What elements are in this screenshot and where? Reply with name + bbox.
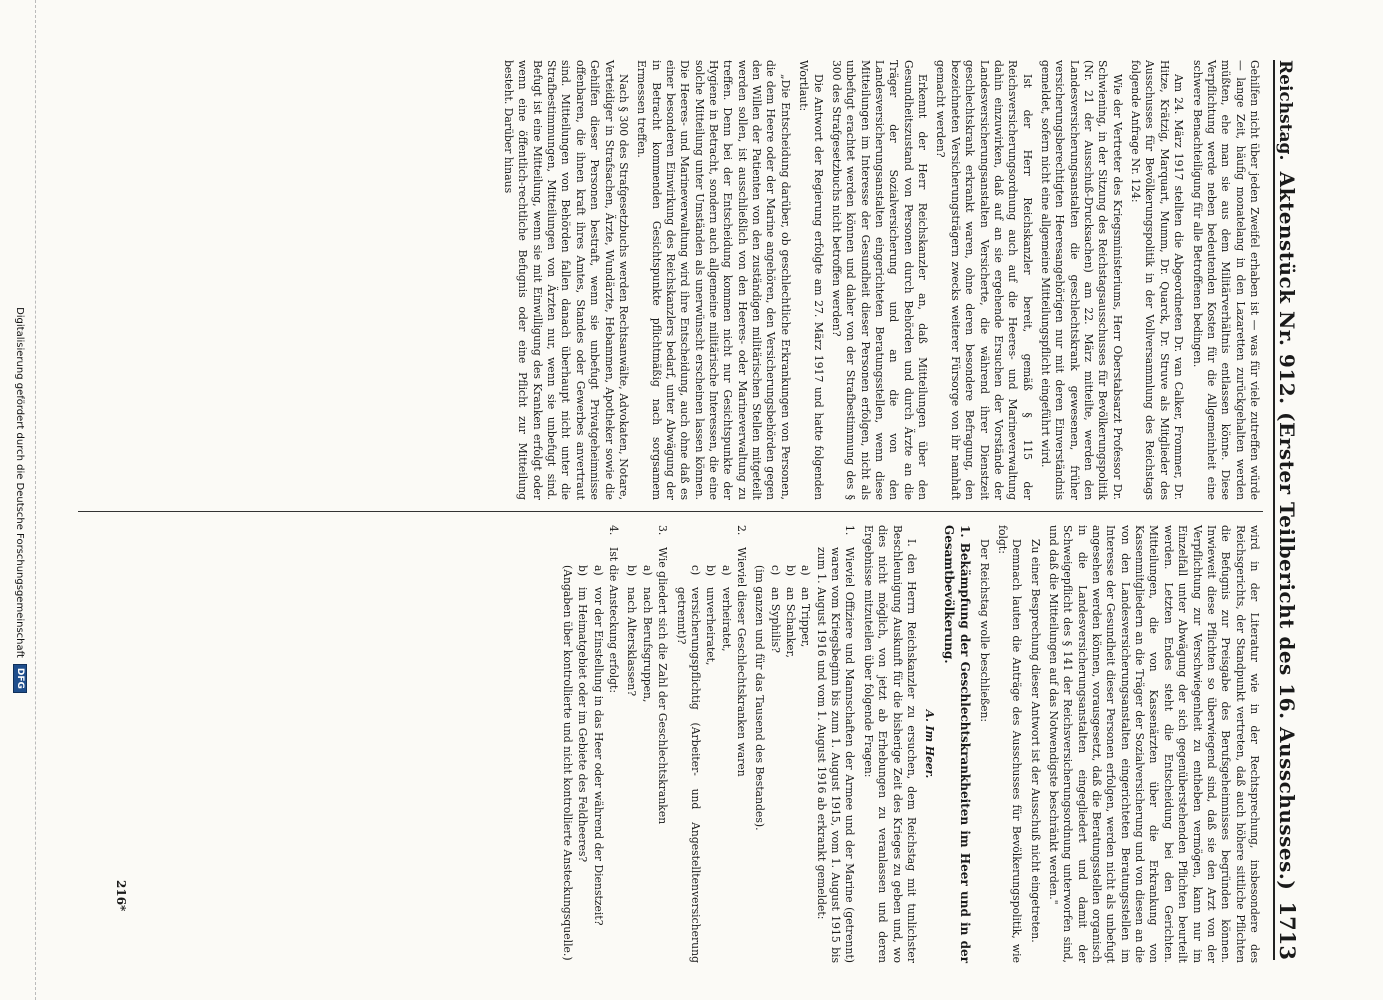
paragraph: Zu einer Besprechung dieser Antwort ist der Ausschuß nicht eingetreten.	[1028, 539, 1042, 943]
page-header	[1273, 60, 1323, 960]
question-number: 2.	[734, 525, 748, 536]
paragraph: Nach § 300 des Strafgesetzbuchs werden Rechtsanwälte, Advokaten, Notare, Verteidiger in Strafsachen, Ärzte, Wundärzte, Hebammen, Apotheker sowie die Gehilfen dieser Personen bestraft, wenn sie unbefugt Privatgeheimnisse offenbaren, die ihnen kraft ihres Amtes, Standes oder Gewerbes anvertraut sind. Mitteilungen von Behörden fallen danach überhaupt nicht unter die Strafbestimmungen, Mitteilungen von Ärzten nur, wenn sie unbefugt sind. Befugt ist eine Mitteilung, wenn sie mit Einwilligung des Kranken erfolgt oder wenn eine öffentlich-rechtliche Befugnis oder eine Pflicht zur Mitteilung besteht. Darüber hinaus	[502, 60, 630, 500]
page-number: 1713	[1275, 901, 1300, 960]
question-option: a) nach Berufsgruppen,	[640, 565, 654, 703]
question-item	[751, 525, 857, 963]
column-divider	[78, 511, 1263, 512]
paragraph: Die Antwort der Regierung erfolgte am 27. März 1917 und hatte folgenden Wortlaut:	[797, 60, 825, 500]
dfg-logo: DFG	[13, 664, 27, 693]
paragraph: wird in der Literatur wie in der Rechtsprechung, insbesondere des Reichsgerichts, der Standpunkt vertreten, daß auch höhere sittliche Pflichten die Befugnis zur Preisgabe des Berufsgeheimnisses begründen können. Inwieweit diese Pflichten so überwiegend sind, daß sie den Arzt von der Verpflichtung zur Verschwiegenheit zu entheben vermögen, kann nur im Einzelfall unter Abwägung der sich gegenüberstehenden Pflichten beurteilt werden. Letzten Endes steht die Entscheidung bei den Gerichten. Mitteilungen, die von Kassenärzten über die Erkrankung von Kassenmitgliedern an die Träger der Sozialversicherung und von diesen an die von den Landesversicherungsanstalten eingerichteten Beratungsstellen im Interesse der Gesundheit dieser Personen erfolgen, werden nicht als unbefugt angesehen werden können, vorausgesetzt, daß die Beratungsstellen organisch in die Landesversicherungsanstalten eingegliedert und damit der Schweigepflicht des § 141 der Reichsversicherungsordnung unterworfen sind, und daß die Mitteilungen auf das Notwendigste beschränkt werden."	[1046, 525, 1261, 963]
paragraph: Am 24. März 1917 stellten die Abgeordneten Dr. van Calker, Frommer, Dr. Hitze, Krätzig, Marquart, Mumm, Dr. Quarck, Dr. Struve als Mitglieder des Ausschusses für Bevölkerungspolitik in der Vollversammlung des Reichstags folgende Anfrage Nr. 124:	[1129, 60, 1186, 500]
question-item	[559, 525, 620, 963]
right-column	[559, 525, 1261, 963]
section-title: 1. Bekämpfung der Geschlechtskrankheiten im Heer und in der Gesamtbevölkerung.	[942, 525, 973, 963]
header-left: Reichstag.	[1275, 60, 1295, 161]
paragraph: Wie der Vertreter des Kriegsministeriums, Herr Oberstabsarzt Professor Dr. Schwiening, in der Sitzung des Reichstagsausschusses für Bevölkerungspolitik (Nr. 21 der Ausschuß-Drucksachen) am 22. März mitteilte, werden den Landesversicherungsanstalten die geschlechtskrank gewesenen, früher versicherungsberechtigten Heeresangehörigen nur mit deren Einverständnis gemeldet, sofern nicht eine allgemeine Mitteilungspflicht eingeführt wird.	[1038, 60, 1124, 500]
question-option: a) verheiratet,	[719, 565, 733, 652]
question-option: a) an Tripper,	[799, 565, 813, 648]
question-option: a) vor der Einstellung in das Heer oder während der Dienstzeit?	[591, 565, 605, 926]
question-text: Wieviel dieser Geschlechtskranken waren	[734, 547, 748, 777]
question-number: 4.	[607, 525, 621, 536]
paragraph: Erkennt der Herr Reichskanzler an, daß Mitteilungen über den Gesundheitszustand von Personen durch Behörden und durch Ärzte an die Träger der Sozialversicherung und an die von den Landesversicherungsanstalten eingerichteten Beratungsstellen, wenn diese Mitteilungen im Interesse der Gesundheit dieser Personen erfolgen, nicht als unbefugt erachtet werden können und daher von der Strafbestimmung des § 300 des Strafgesetzbuchs nicht betroffen werden?	[829, 60, 930, 500]
credit-text: Digitalisierung gefördert durch die Deutsche Forschungsgemeinschaft	[14, 307, 26, 658]
question-item	[672, 525, 748, 963]
digitization-credit	[5, 0, 36, 1000]
question-number: 3.	[656, 525, 670, 536]
question-text: Wie gliedert sich die Zahl der Geschlechtskranken	[656, 547, 670, 825]
question-text: Ist die Ansteckung erfolgt:	[607, 547, 621, 694]
question-item	[623, 525, 669, 963]
paragraph: Demnach lauten die Anträge des Ausschusses für Bevölkerungspolitik, wie folgt:	[995, 525, 1024, 963]
question-option: b) unverheiratet,	[704, 565, 718, 666]
left-column	[497, 60, 1261, 500]
question-note: (Angaben über kontrollierte und nicht kontrollierte Ansteckungsquelle.)	[561, 565, 574, 961]
question-number: 1.	[843, 525, 857, 536]
paragraph: I. den Herrn Reichskanzler zu ersuchen, dem Reichstag mit tunlichster Beschleunigung Auskunft für die bisherige Zeit des Krieges zu geben und, wo dies nicht möglich, von jetzt ab Erhebungen zu veranlassen und deren Ergebnisse mitzuteilen über folgende Fragen:	[861, 525, 918, 963]
paragraph: Ist der Herr Reichskanzler bereit, gemäß § 115 der Reichsversicherungsordnung auch auf die Heeres- und Marineverwaltung dahin einzuwirken, daß auf an sie ergehende Ersuchen der Vorstände der Landesversicherungsanstalten Versicherte, die während ihrer Dienstzeit geschlechtskrank erkrankt waren, ohne deren besondere Befragung, den bezeichneten Versicherungsträgern zwecks weiterer Fürsorge von ihr namhaft gemacht werden?	[934, 60, 1034, 500]
question-option: b) nach Altersklassen?	[625, 565, 639, 697]
paragraph: Der Reichstag wolle beschließen:	[977, 539, 991, 723]
question-option: b) im Heimatgebiet oder im Gebiete des Feldheeres?	[576, 565, 590, 863]
question-option: c) versicherungspflichtig (Arbeiter- und Angestelltenversicherung getrennt)?	[674, 565, 702, 963]
question-note: (im ganzen und für das Tausend des Bestandes).	[753, 565, 767, 831]
header-title: Aktenstück Nr. 912. (Erster Teilbericht des 16. Ausschusses.)	[1275, 171, 1299, 891]
quote-paragraph: „Die Entscheidung darüber, ob geschlechtliche Erkrankungen von Personen, die dem Heere oder der Marine angehören, den Versicherungsbehörden gegen den Willen der Patienten von den zuständigen militärischen Stellen mitgeteilt werden sollen, ist ausschließlich von den Heeres- oder Marineverwaltung zu treffen. Denn bei der Entscheidung kommen nicht nur Gesichtspunkte der Hygiene in Betracht, sondern auch allgemeine militärische Interessen, die eine solche Mitteilung unter Umständen als unerwünscht erscheinen lassen können. Die Heeres- und Marineverwaltung wird ihre Entscheidung, auch ohne daß es einer besonderen Einwirkung des Reichskanzlers bedarf, unter Abwägung der in Betracht kommenden Gesichtspunkte pflichtmäßig nach sorgsamem Ermessen treffen.	[635, 60, 792, 500]
paragraph: Gehilfen nicht über jeden Zweifel erhaben ist — was für viele zutreffen würde — lange Zeit, häufig monatelang in den Lazaretten zurückgehalten werden müßten, ehe man sie aus dem Militärverhältnis entlassen könne. Diese Verpflichtung werde neben bedeutenden Kosten für die Allgemeinheit eine schwere Benachteiligung für alle Betroffenen bedingen.	[1190, 60, 1261, 500]
subsection-title: A. Im Heer.	[923, 709, 937, 779]
question-option: b) an Schanker,	[784, 565, 798, 658]
question-text: Wieviel Offiziere und Mannschaften der Armee und der Marine (getrennt) waren vom Kriegsbeginn bis zum 1. August 1915, vom 1. August 1915 bis zum 1. August 1916 und vom 1. August 1916 ab erkrankt gemeldet:	[814, 547, 857, 963]
sheet-signature: 216*	[114, 880, 128, 912]
question-option: c) an Syphilis?	[768, 565, 782, 653]
